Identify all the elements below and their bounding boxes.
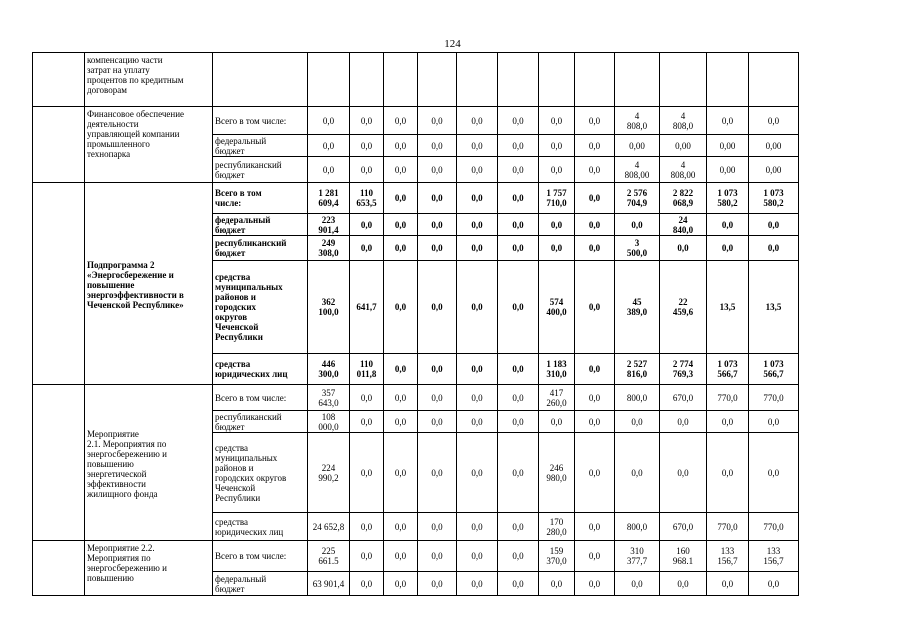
value-cell: 0,0 [457, 157, 498, 183]
value-cell: 1 073 566,7 [749, 354, 799, 385]
value-cell: 770,0 [749, 513, 799, 541]
value-cell: 0,0 [384, 572, 418, 596]
value-cell: 0,0 [384, 236, 418, 261]
value-cell: 1 073 580,2 [749, 183, 799, 214]
funding-source-cell: федеральный бюджет [213, 135, 308, 157]
value-cell: 0,0 [418, 411, 457, 433]
table-row [33, 541, 799, 572]
value-cell: 0,0 [498, 433, 539, 513]
value-cell: 0,0 [539, 135, 575, 157]
value-cell: 0,0 [660, 411, 707, 433]
value-cell: 0,0 [660, 572, 707, 596]
value-cell: 770,0 [749, 385, 799, 411]
value-cell: 0,0 [749, 572, 799, 596]
value-cell: 1 281 609,4 [308, 183, 350, 214]
value-cell: 110 653,5 [350, 183, 384, 214]
value-cell: 0,0 [575, 236, 615, 261]
value-cell: 0,0 [539, 411, 575, 433]
value-cell: 224 990,2 [308, 433, 350, 513]
value-cell [615, 53, 660, 107]
value-cell: 0,0 [457, 183, 498, 214]
funding-source-cell: федеральный бюджет [213, 214, 308, 236]
value-cell: 0,0 [350, 107, 384, 135]
row-number-cell [33, 53, 85, 107]
value-cell: 0,0 [498, 572, 539, 596]
value-cell: 0,0 [418, 354, 457, 385]
value-cell: 0,0 [350, 157, 384, 183]
value-cell: 0,0 [308, 135, 350, 157]
value-cell: 0,0 [350, 385, 384, 411]
value-cell: 63 901,4 [308, 572, 350, 596]
value-cell: 0,0 [418, 157, 457, 183]
value-cell: 0,0 [384, 385, 418, 411]
value-cell: 45 389,0 [615, 261, 660, 354]
value-cell: 24 652,8 [308, 513, 350, 541]
value-cell: 0,0 [575, 513, 615, 541]
value-cell: 0,0 [498, 513, 539, 541]
value-cell [418, 53, 457, 107]
row-number-cell [33, 541, 85, 596]
value-cell: 1 073 580,2 [707, 183, 749, 214]
value-cell: 0,0 [384, 214, 418, 236]
value-cell: 0,0 [575, 354, 615, 385]
value-cell: 0,0 [350, 214, 384, 236]
value-cell: 0,00 [707, 157, 749, 183]
value-cell: 0,00 [660, 135, 707, 157]
value-cell: 1 757 710,0 [539, 183, 575, 214]
value-cell: 0,0 [418, 261, 457, 354]
value-cell: 159 370,0 [539, 541, 575, 572]
value-cell: 3 500,0 [615, 236, 660, 261]
funding-source-cell: республиканский бюджет [213, 411, 308, 433]
value-cell: 2 822 068,9 [660, 183, 707, 214]
value-cell: 0,0 [457, 261, 498, 354]
value-cell: 446 300,0 [308, 354, 350, 385]
value-cell: 0,0 [384, 261, 418, 354]
value-cell [539, 53, 575, 107]
value-cell: 362 100,0 [308, 261, 350, 354]
table-row [33, 53, 799, 107]
value-cell: 0,0 [539, 236, 575, 261]
value-cell: 2 576 704,9 [615, 183, 660, 214]
value-cell: 0,0 [575, 411, 615, 433]
value-cell [575, 53, 615, 107]
program-name-cell: Подпрограмма 2 «Энергосбережение и повышение энергоэффективности в Чеченской Республике» [85, 183, 213, 385]
value-cell: 0,0 [707, 214, 749, 236]
value-cell: 0,0 [384, 513, 418, 541]
value-cell: 13,5 [707, 261, 749, 354]
value-cell: 0,0 [498, 385, 539, 411]
value-cell [457, 53, 498, 107]
row-number-cell [33, 183, 85, 385]
value-cell: 800,0 [615, 385, 660, 411]
value-cell: 0,0 [749, 214, 799, 236]
value-cell: 4 808,00 [615, 157, 660, 183]
value-cell: 0,0 [457, 135, 498, 157]
value-cell: 0,0 [575, 541, 615, 572]
row-number-cell [33, 107, 85, 183]
value-cell: 0,0 [350, 541, 384, 572]
value-cell: 0,0 [418, 385, 457, 411]
funding-source-cell: республиканский бюджет [213, 236, 308, 261]
value-cell: 0,0 [308, 107, 350, 135]
funding-source-cell: Всего в том числе: [213, 541, 308, 572]
value-cell: 0,0 [384, 411, 418, 433]
value-cell: 133 156,7 [707, 541, 749, 572]
value-cell: 670,0 [660, 385, 707, 411]
value-cell: 0,0 [575, 433, 615, 513]
value-cell: 0,0 [350, 572, 384, 596]
page-number: 124 [444, 38, 461, 50]
value-cell: 223 901,4 [308, 214, 350, 236]
value-cell: 641,7 [350, 261, 384, 354]
value-cell: 0,0 [539, 214, 575, 236]
value-cell: 2 774 769,3 [660, 354, 707, 385]
value-cell: 0,0 [418, 214, 457, 236]
value-cell [308, 53, 350, 107]
value-cell: 13,5 [749, 261, 799, 354]
value-cell [498, 53, 539, 107]
value-cell: 0,0 [384, 541, 418, 572]
funding-source-cell: федеральный бюджет [213, 572, 308, 596]
value-cell: 170 280,0 [539, 513, 575, 541]
value-cell: 0,0 [615, 214, 660, 236]
program-name-cell: Мероприятие 2.1. Мероприятия по энергосбережению и повышению энергетической эффективности жилищного фонда [85, 385, 213, 541]
table-row [33, 385, 799, 411]
value-cell: 225 661.5 [308, 541, 350, 572]
budget-table [32, 52, 799, 596]
value-cell: 574 400,0 [539, 261, 575, 354]
value-cell: 0,0 [707, 107, 749, 135]
value-cell [707, 53, 749, 107]
value-cell: 0,0 [575, 135, 615, 157]
value-cell: 770,0 [707, 513, 749, 541]
value-cell: 0,0 [660, 236, 707, 261]
value-cell: 4 808,0 [615, 107, 660, 135]
value-cell [660, 53, 707, 107]
value-cell: 0,0 [418, 572, 457, 596]
value-cell: 0,00 [749, 157, 799, 183]
value-cell: 133 156,7 [749, 541, 799, 572]
value-cell: 0,0 [457, 107, 498, 135]
value-cell: 0,0 [457, 354, 498, 385]
value-cell: 0,0 [498, 107, 539, 135]
value-cell [749, 53, 799, 107]
value-cell: 0,0 [350, 433, 384, 513]
value-cell: 0,0 [457, 572, 498, 596]
funding-source-cell: республиканский бюджет [213, 157, 308, 183]
value-cell: 0,0 [498, 261, 539, 354]
funding-source-cell: средства муниципальных районов и городских округов Чеченской Республики [213, 261, 308, 354]
value-cell: 22 459,6 [660, 261, 707, 354]
value-cell: 0,0 [707, 433, 749, 513]
value-cell: 1 073 566,7 [707, 354, 749, 385]
value-cell: 0,00 [615, 135, 660, 157]
value-cell: 0,0 [418, 433, 457, 513]
value-cell: 0,0 [575, 572, 615, 596]
value-cell: 0,0 [350, 236, 384, 261]
value-cell: 0,0 [384, 157, 418, 183]
row-number-cell [33, 385, 85, 541]
value-cell: 0,0 [457, 513, 498, 541]
value-cell: 0,0 [384, 183, 418, 214]
value-cell: 0,0 [575, 107, 615, 135]
value-cell: 0,0 [615, 433, 660, 513]
value-cell: 310 377,7 [615, 541, 660, 572]
value-cell: 0,0 [498, 411, 539, 433]
value-cell: 0,0 [457, 541, 498, 572]
value-cell: 0,0 [498, 157, 539, 183]
value-cell: 0,0 [457, 411, 498, 433]
value-cell: 357 643,0 [308, 385, 350, 411]
value-cell: 0,0 [457, 433, 498, 513]
value-cell: 0,0 [749, 433, 799, 513]
value-cell: 0,0 [575, 214, 615, 236]
value-cell: 0,0 [418, 183, 457, 214]
value-cell: 0,0 [457, 236, 498, 261]
funding-source-cell: Всего в том числе: [213, 107, 308, 135]
program-name-cell: компенсацию части затрат на уплату процентов по кредитным договорам [85, 53, 213, 107]
value-cell: 0,0 [384, 107, 418, 135]
value-cell: 4 808,0 [660, 107, 707, 135]
value-cell: 0,0 [539, 572, 575, 596]
value-cell: 0,0 [615, 411, 660, 433]
value-cell: 108 000,0 [308, 411, 350, 433]
funding-source-cell: Всего в том числе: [213, 183, 308, 214]
value-cell: 0,0 [575, 261, 615, 354]
table-row [33, 107, 799, 135]
value-cell: 0,0 [539, 157, 575, 183]
value-cell: 1 183 310,0 [539, 354, 575, 385]
value-cell: 0,0 [498, 135, 539, 157]
value-cell: 249 308,0 [308, 236, 350, 261]
value-cell: 0,0 [308, 157, 350, 183]
value-cell: 0,0 [575, 183, 615, 214]
value-cell: 110 011,8 [350, 354, 384, 385]
funding-source-cell [213, 53, 308, 107]
funding-source-cell: средства муниципальных районов и городских округов Чеченской Республики [213, 433, 308, 513]
value-cell: 0,0 [418, 135, 457, 157]
funding-source-cell: средства юридических лиц [213, 513, 308, 541]
value-cell: 0,0 [539, 107, 575, 135]
value-cell: 0,0 [498, 183, 539, 214]
value-cell: 0,0 [575, 385, 615, 411]
value-cell: 0,0 [350, 411, 384, 433]
value-cell: 0,0 [384, 135, 418, 157]
value-cell: 0,0 [418, 541, 457, 572]
value-cell: 770,0 [707, 385, 749, 411]
value-cell: 0,0 [749, 107, 799, 135]
value-cell: 0,0 [418, 107, 457, 135]
value-cell: 0,0 [749, 411, 799, 433]
value-cell: 0,0 [660, 433, 707, 513]
value-cell [350, 53, 384, 107]
value-cell: 160 968.1 [660, 541, 707, 572]
value-cell: 2 527 816,0 [615, 354, 660, 385]
value-cell: 0,0 [707, 411, 749, 433]
value-cell: 0,0 [498, 354, 539, 385]
value-cell: 0,0 [418, 513, 457, 541]
value-cell: 0,0 [575, 157, 615, 183]
value-cell: 0,00 [707, 135, 749, 157]
table-row [33, 183, 799, 214]
value-cell: 0,00 [749, 135, 799, 157]
value-cell: 0,0 [707, 572, 749, 596]
value-cell: 0,0 [749, 236, 799, 261]
value-cell: 0,0 [350, 513, 384, 541]
value-cell [384, 53, 418, 107]
value-cell: 0,0 [707, 236, 749, 261]
value-cell: 0,0 [498, 541, 539, 572]
program-name-cell: Мероприятие 2.2. Мероприятия по энергосбережению и повышению [85, 541, 213, 596]
value-cell: 0,0 [457, 385, 498, 411]
value-cell: 0,0 [498, 214, 539, 236]
value-cell: 246 980,0 [539, 433, 575, 513]
value-cell: 0,0 [350, 135, 384, 157]
value-cell: 4 808,00 [660, 157, 707, 183]
value-cell: 0,0 [418, 236, 457, 261]
value-cell: 417 260,0 [539, 385, 575, 411]
value-cell: 0,0 [384, 433, 418, 513]
funding-source-cell: Всего в том числе: [213, 385, 308, 411]
value-cell: 0,0 [384, 354, 418, 385]
value-cell: 0,0 [498, 236, 539, 261]
value-cell: 0,0 [615, 572, 660, 596]
program-name-cell: Финансовое обеспечение деятельности управляющей компании промышленного технопарка [85, 107, 213, 183]
value-cell: 0,0 [457, 214, 498, 236]
value-cell: 670,0 [660, 513, 707, 541]
funding-source-cell: средства юридических лиц [213, 354, 308, 385]
value-cell: 24 840,0 [660, 214, 707, 236]
value-cell: 800,0 [615, 513, 660, 541]
